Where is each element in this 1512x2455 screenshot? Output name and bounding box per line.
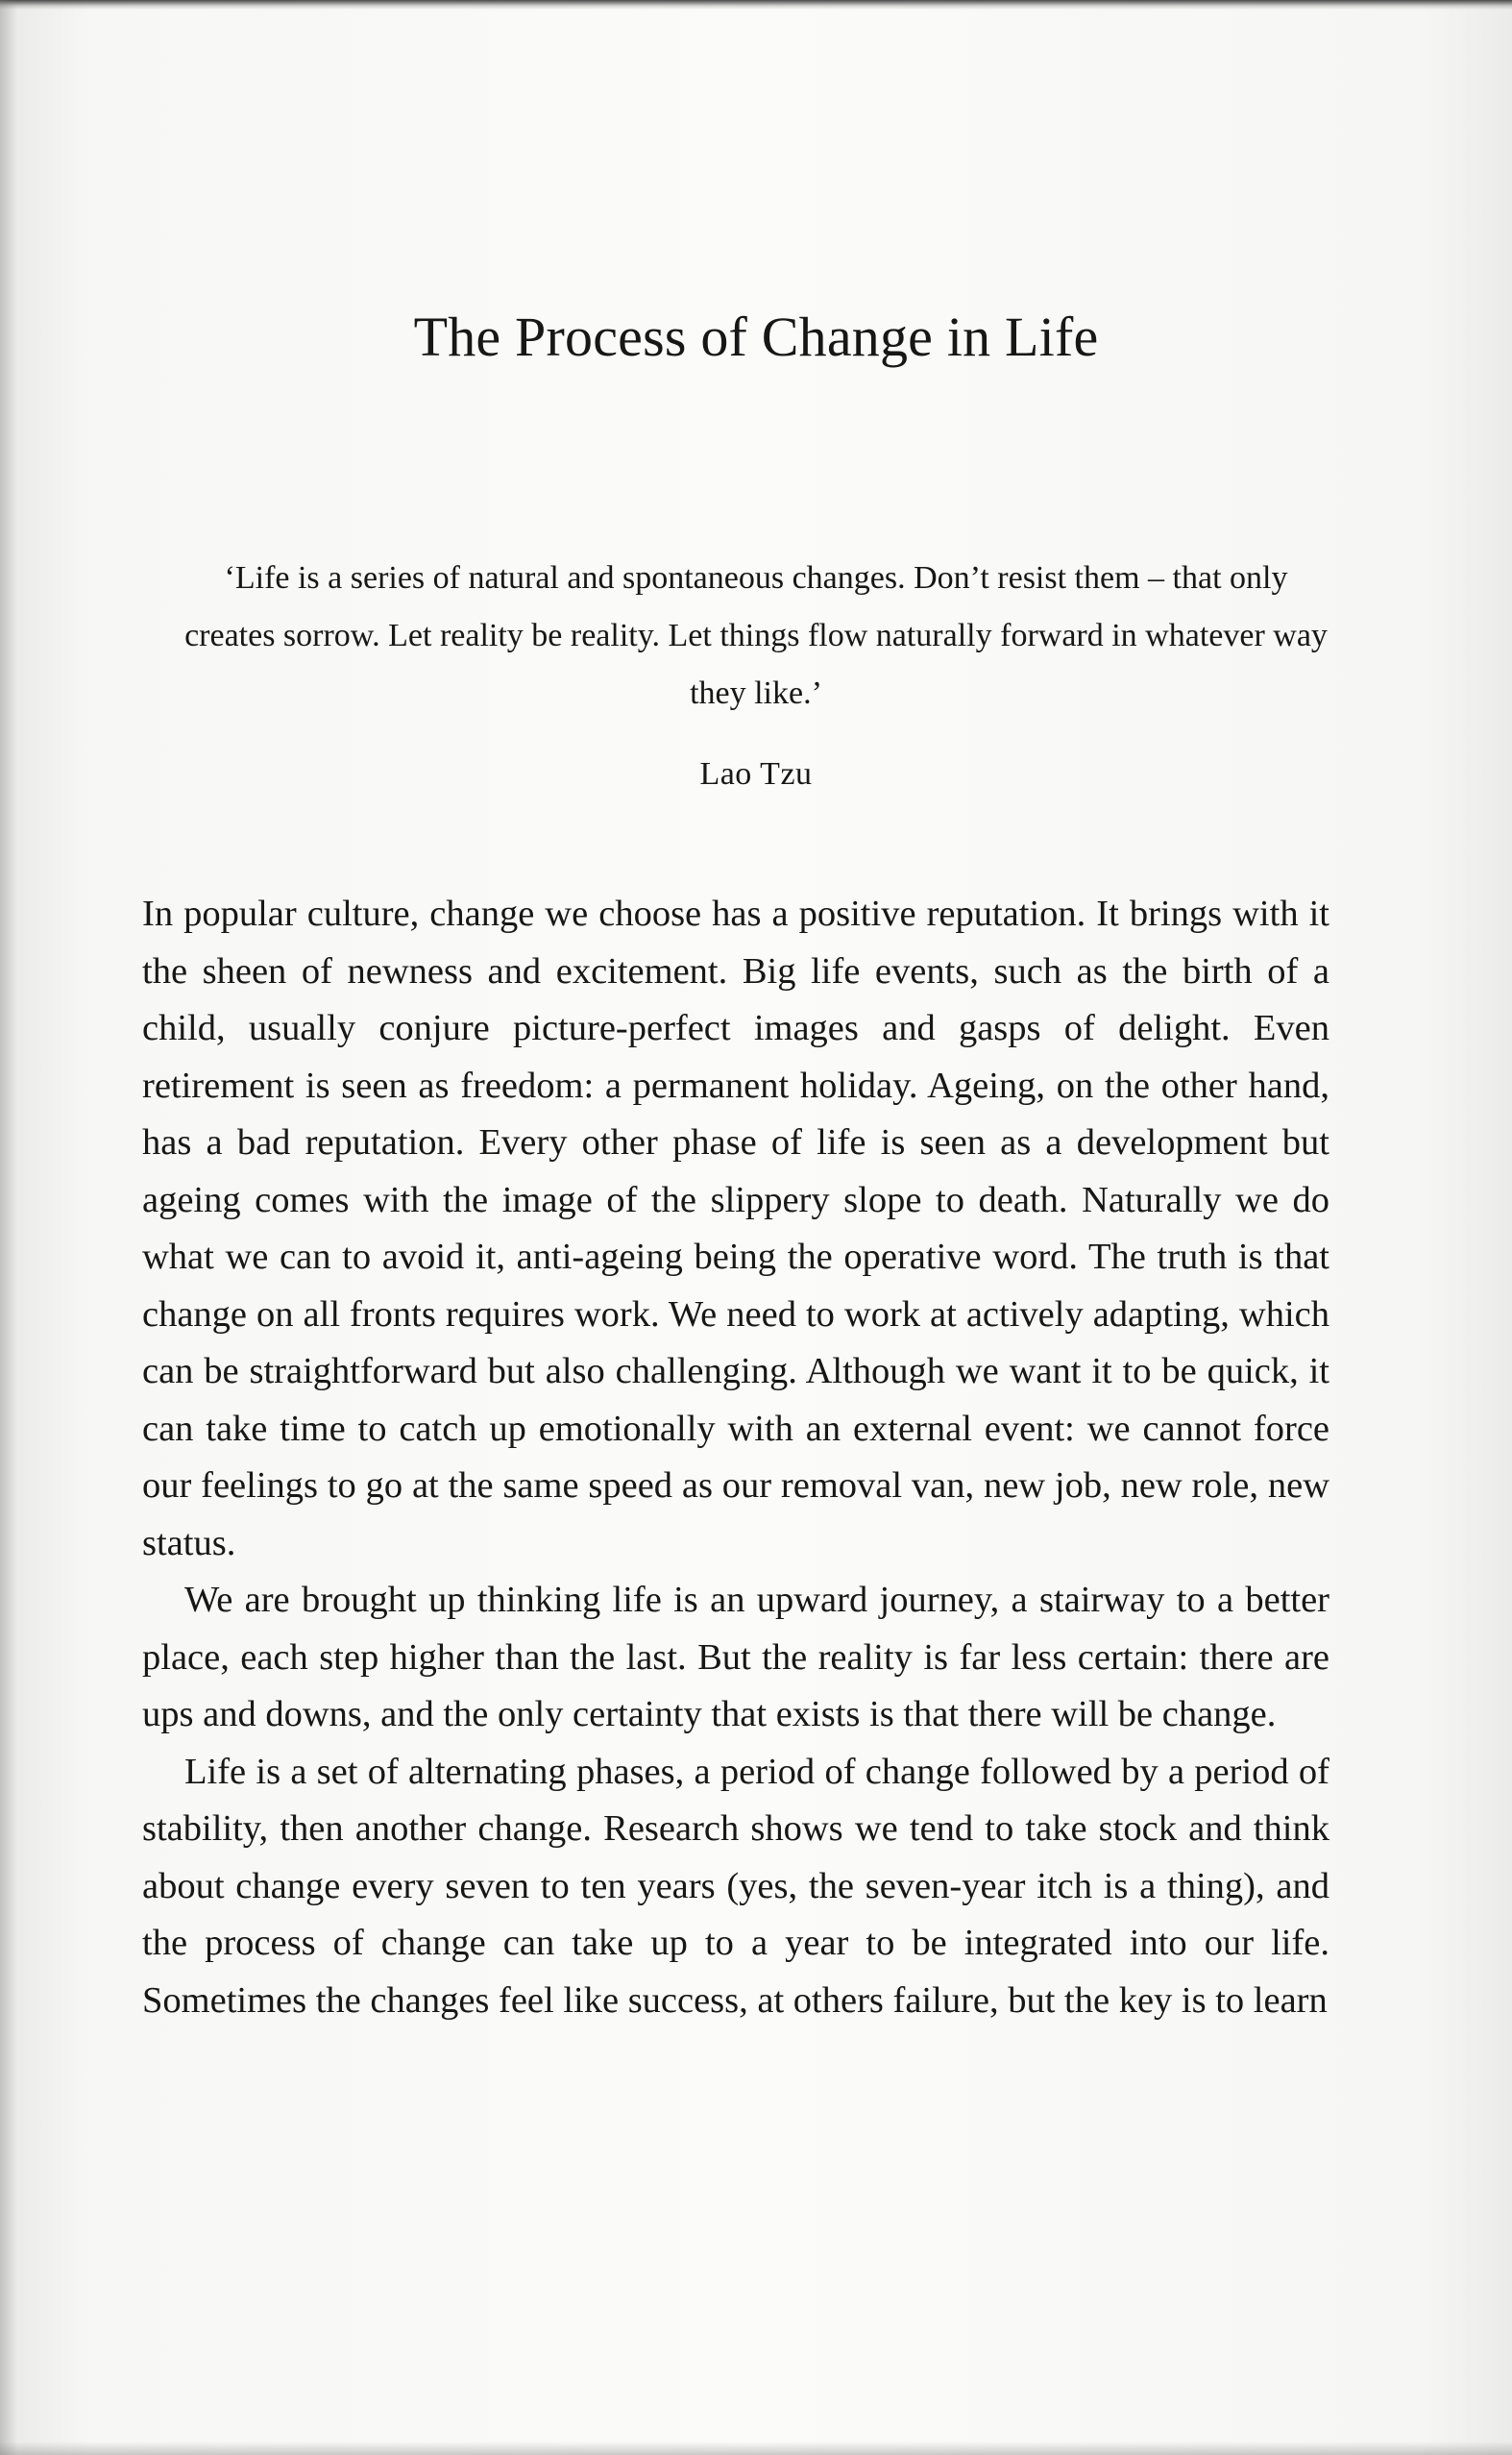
epigraph-author: Lao Tzu	[699, 756, 813, 792]
body-paragraph-2: We are brought up thinking life is an upward journey, a stairway to a better place, each step higher than the last. But the reality is far less certain: there are ups and downs, and the only certainty that exists is that there will be change.	[142, 1580, 1329, 1734]
body-text	[142, 886, 1329, 2029]
epigraph-quote: ‘Life is a series of natural and spontaneous changes. Don’t resist them – that only creates sorrow. Let reality be reality. Let things flow naturally forward in whatever way they like.’	[184, 560, 1328, 711]
page-bottom-edge	[0, 2442, 1512, 2455]
chapter-title: The Process of Change in Life	[413, 306, 1099, 368]
body-paragraph-3: Life is a set of alternating phases, a period of change followed by a period of stability, then another change. Research shows we tend to take stock and think about change every seven to ten years (yes, the seven-year itch is a thing), and the process of change can take up to a year to be integrated into our life. Sometimes the changes feel like success, at others failure, but the key is to learn	[142, 1751, 1329, 2021]
page-top-edge	[0, 0, 1512, 10]
body-paragraph-1: In popular culture, change we choose has a positive reputation. It brings with it the sheen of newness and excitement. Big life events, such as the birth of a child, usually conjure picture-perfect images and gasps of delight. Even retirement is seen as freedom: a permanent holiday. Ageing, on the other hand, has a bad reputation. Every other phase of life is seen as a development but ageing comes with the image of the slippery slope to death. Naturally we do what we can to avoid it, anti-ageing being the operative word. The truth is that change on all fronts requires work. We need to work at actively adapting, which can be straightforward but also challenging. Although we want it to be quick, it can take time to catch up emotionally with an external event: we cannot force our feelings to go at the same speed as our removal van, new job, new role, new status.	[142, 894, 1329, 1563]
